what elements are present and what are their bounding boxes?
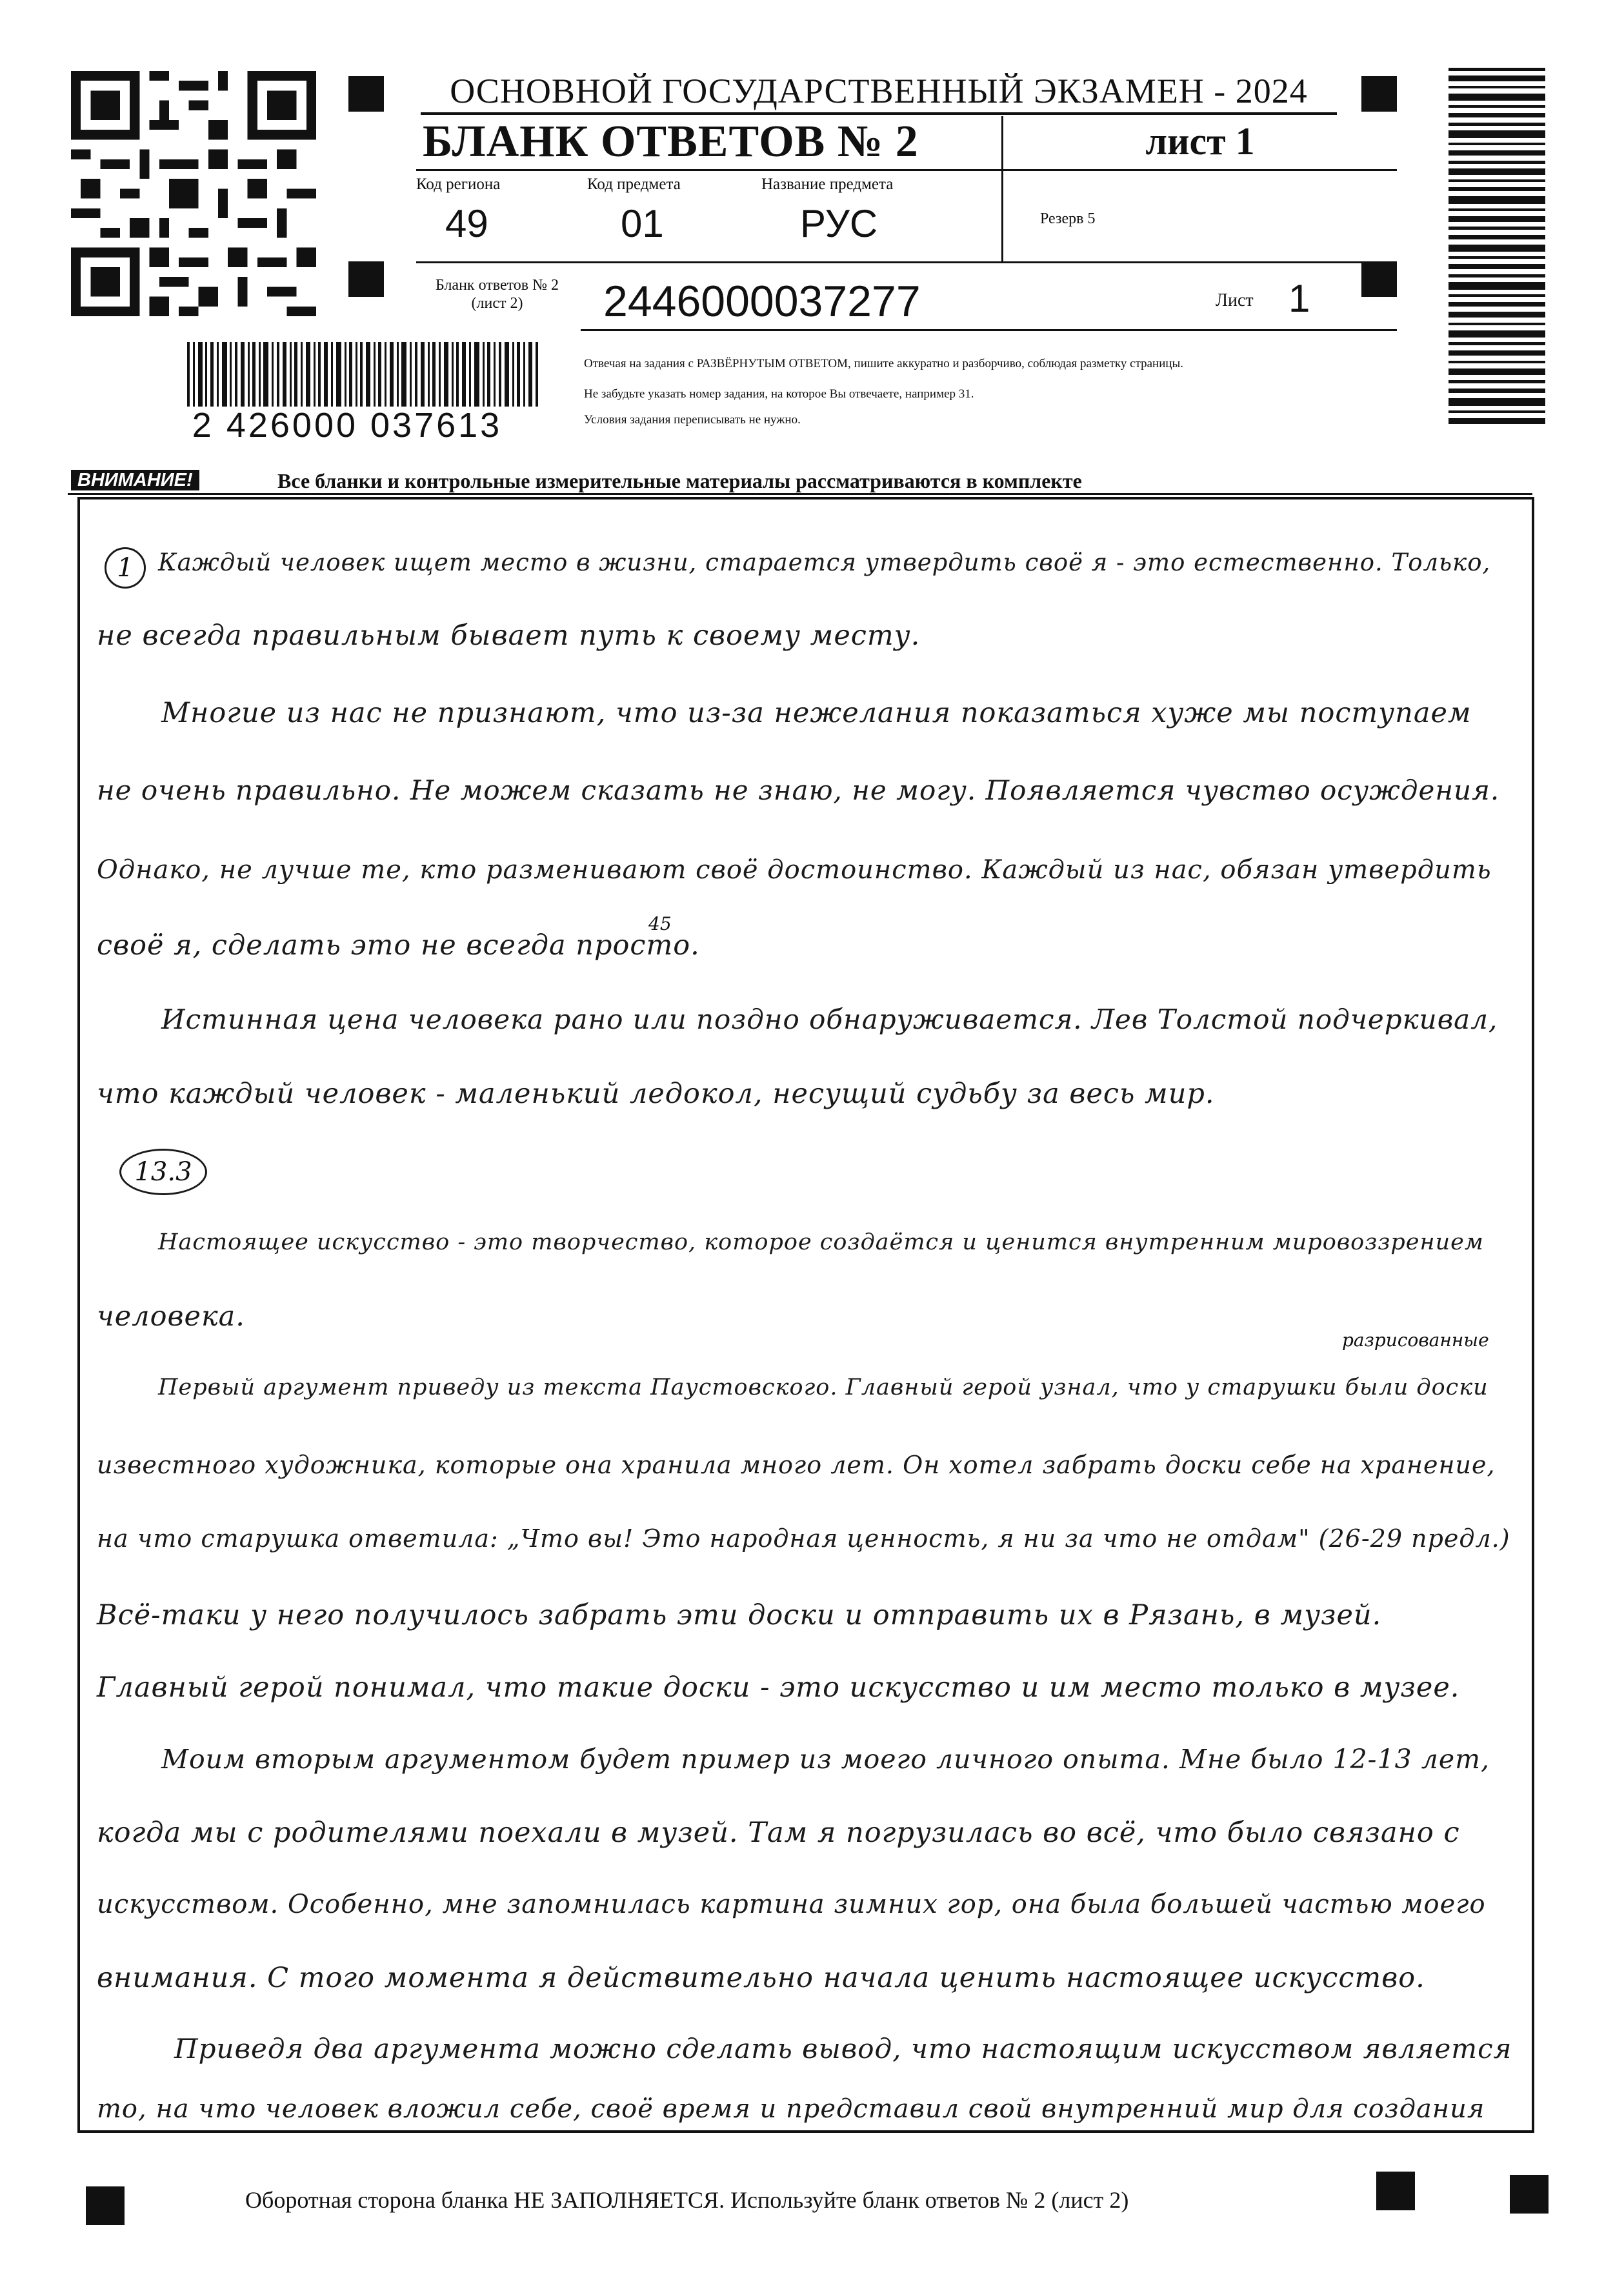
qr-code [71,71,316,316]
answer-line: Многие из нас не признают, что из-за нежелания показаться хуже мы поступаем [161,697,1472,729]
subject-code-value: 01 [621,202,664,245]
barcode-number: 2 426000 037613 [192,406,503,445]
alignment-square [1510,2175,1549,2214]
form-no-label-line: (лист 2) [471,295,523,312]
answer-line: искусством. Особенно, мне запомнилась картина зимних гор, она была большей частью моего [97,1890,1486,1919]
form-title: БЛАНК ОТВЕТОВ № 2 [423,117,919,166]
answer-line: своё я, сделать это не всегда просто. [97,929,700,962]
task-number-circle: 13.3 [119,1149,207,1195]
answer-line: Настоящее искусство - это творчество, которое создаётся и ценится внутренним мировоззрением [158,1229,1484,1255]
alignment-square [348,76,384,112]
answer-line: Главный герой понимал, что такие доски - это искусство и им место только в музее. [97,1671,1460,1704]
answer-line: не всегда правильным бывает путь к своему месту. [97,620,921,652]
sheet-label: Лист [1216,290,1254,310]
header-divider [416,261,1397,263]
sheet-title: лист 1 [1145,120,1255,163]
region-label: Код региона [416,176,501,193]
header-divider [581,329,1397,331]
answer-line: Однако, не лучше те, кто разменивают своё достоинство. Каждый из нас, обязан утвердить [97,855,1492,885]
attention-text: Все бланки и контрольные измерительные материалы рассматриваются в комплекте [277,469,1082,492]
answer-line: человека. [97,1300,245,1333]
alignment-square [1361,261,1397,297]
header-divider [416,169,1397,171]
task-number-circle: 1 [105,547,146,589]
form-no-label [405,276,589,312]
answer-area [77,497,1534,2133]
answer-line: что каждый человек - маленький ледокол, несущий судьбу за весь мир. [97,1078,1215,1110]
alignment-square [86,2186,125,2225]
answer-line: Первый аргумент приведу из текста Паустовского. Главный герой узнал, что у старушки были доски [158,1375,1489,1400]
answer-line: то, на что человек вложил себе, своё время и представил свой внутренний мир для создания [97,2094,1485,2124]
answer-line: Истинная цена человека рано или поздно обнаруживается. Лев Толстой подчеркивал, [161,1004,1498,1035]
insert-note: разрисованные [1342,1329,1489,1351]
footer-note: Оборотная сторона бланка НЕ ЗАПОЛНЯЕТСЯ. Используйте бланк ответов № 2 (лист 2) [245,2187,1129,2213]
form-no-value: 2446000037277 [603,277,921,326]
subject-code-label: Код предмета [587,176,681,193]
exam-title: ОСНОВНОЙ ГОСУДАРСТВЕННЫЙ ЭКЗАМЕН - 2024 [421,71,1337,115]
answer-line: известного художника, которые она хранила много лет. Он хотел забрать доски себе на хранение, [97,1451,1496,1479]
horizontal-barcode [187,342,539,407]
instruction-line: Не забудьте указать номер задания, на которое Вы отвечаете, например 31. [584,387,974,401]
word-count-note: 45 [648,913,672,934]
subject-name-value: РУС [800,202,878,245]
alignment-square [1376,2172,1415,2210]
answer-line: Каждый человек ищет место в жизни, старается утвердить своё я - это естественно. Только, [158,549,1491,576]
vertical-barcode [1449,68,1545,426]
header-divider [1001,116,1003,263]
region-value: 49 [445,202,488,245]
answer-line: Приведя два аргумента можно сделать вывод, что настоящим искусством является [174,2033,1512,2064]
instruction-line: Отвечая на задания с РАЗВЁРНУТЫМ ОТВЕТОМ, пишите аккуратно и разборчиво, соблюдая разметку страницы. [584,357,1184,370]
answer-line: не очень правильно. Не можем сказать не знаю, не могу. Появляется чувство осуждения. [97,774,1500,806]
subject-name-label: Название предмета [761,176,894,193]
form-no-label-line: Бланк ответов № 2 [435,277,559,294]
answer-line: на что старушка ответила: „Что вы! Это народная ценность, я ни за что не отдам" (26-29 предл.) [97,1524,1510,1553]
answer-line: когда мы с родителями поехали в музей. Там я погрузилась во всё, что было связано с [97,1817,1460,1849]
answer-line: внимания. С того момента я действительно начала ценить настоящее искусство. [97,1962,1425,1994]
sheet-number: 1 [1288,277,1310,320]
answer-line: Всё-таки у него получилось забрать эти доски и отправить их в Рязань, в музей. [97,1599,1382,1631]
alignment-square [348,261,384,297]
instruction-line: Условия задания переписывать не нужно. [584,413,801,427]
answer-line: Моим вторым аргументом будет пример из моего личного опыта. Мне было 12-13 лет, [161,1744,1490,1775]
reserve-label: Резерв 5 [1040,210,1096,227]
attention-badge: ВНИМАНИЕ! [71,470,199,490]
alignment-square [1361,76,1397,112]
